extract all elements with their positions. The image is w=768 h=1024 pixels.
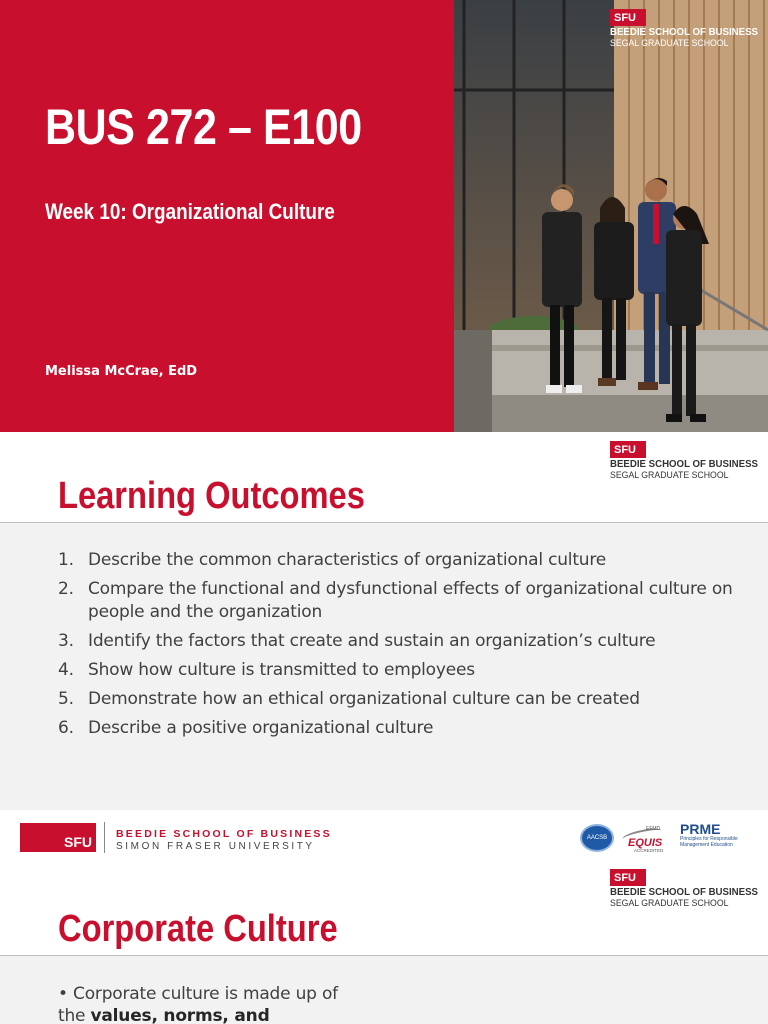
slide-header: [0, 866, 768, 955]
logo-school-name: BEEDIE SCHOOL OF BUSINESS: [610, 886, 758, 898]
item-number: 2.: [58, 579, 74, 599]
item-number: 5.: [58, 689, 74, 709]
equis-text: EQUIS: [628, 837, 663, 849]
slide-footer: [0, 810, 768, 866]
aacsb-badge-icon: AACSB: [580, 824, 614, 852]
footer-divider: [104, 822, 105, 853]
item-number: 4.: [58, 660, 74, 680]
photo-illustration: [454, 0, 768, 432]
item-text: Identify the factors that create and sustain an organization’s culture: [88, 631, 656, 651]
sfu-badge: SFU: [610, 9, 646, 26]
learning-outcomes-slide: [0, 432, 768, 866]
bullet-paragraph: [58, 983, 358, 1024]
corporate-culture-slide: [0, 866, 768, 1024]
slide-header: [0, 432, 768, 522]
list-item: [58, 688, 748, 711]
sfu-logo: [20, 823, 96, 852]
body-text: Corporate culture is made up of the: [58, 984, 338, 1024]
item-text: Describe a positive organizational culture: [88, 718, 434, 738]
item-text: Show how culture is transmitted to employees: [88, 660, 475, 680]
logo-school-name: BEEDIE SCHOOL OF BUSINESS: [610, 458, 758, 470]
outcomes-list: [58, 549, 748, 746]
photo-business-people: [454, 0, 768, 432]
item-number: 6.: [58, 718, 74, 738]
list-item: [58, 659, 748, 682]
item-text: Compare the functional and dysfunctional effects of organizational culture on people and the organization: [88, 579, 733, 622]
prme-subtitle: Principles for Responsible Management Education: [680, 836, 738, 848]
course-title: BUS 272 – E100: [45, 99, 362, 155]
sfu-badge: SFU: [610, 441, 646, 458]
equis-accredited-text: ACCREDITED: [634, 848, 664, 853]
list-item: [58, 717, 748, 740]
header-divider: [0, 955, 768, 956]
footer-school-name: BEEDIE SCHOOL OF BUSINESS: [116, 828, 332, 840]
item-text: Demonstrate how an ethical organizational culture can be created: [88, 689, 640, 709]
list-item: [58, 630, 748, 653]
item-number: 1.: [58, 550, 74, 570]
item-text: Describe the common characteristics of organizational culture: [88, 550, 607, 570]
title-panel: [0, 0, 454, 432]
sfu-badge: SFU: [610, 869, 646, 886]
footer-university-name: SIMON FRASER UNIVERSITY: [116, 841, 315, 852]
logo-school-sub: SEGAL GRADUATE SCHOOL: [610, 38, 729, 49]
logo-school-sub: SEGAL GRADUATE SCHOOL: [610, 470, 729, 481]
sfu-logo-text: SFU: [64, 834, 92, 850]
beedie-logo: [610, 6, 768, 49]
prme-text: PRME: [680, 821, 721, 837]
slide-title: Learning Outcomes: [58, 475, 365, 517]
author-name: Melissa McCrae, EdD: [45, 364, 198, 379]
item-number: 3.: [58, 631, 74, 651]
slide-title: Corporate Culture: [58, 908, 338, 950]
equis-badge-icon: [622, 826, 672, 852]
logo-school-sub: SEGAL GRADUATE SCHOOL: [610, 898, 729, 909]
week-subtitle: Week 10: Organizational Culture: [45, 199, 335, 224]
beedie-logo: [610, 438, 768, 481]
list-item: [58, 578, 748, 624]
prme-badge-icon: [680, 822, 750, 854]
list-item: [58, 549, 748, 572]
beedie-logo: [610, 866, 768, 909]
header-divider: [0, 522, 768, 523]
logo-school-name: BEEDIE SCHOOL OF BUSINESS: [610, 26, 758, 38]
body-bold-text: values, norms, and: [90, 1006, 270, 1024]
equis-top-text: EFMD: [646, 826, 661, 832]
bullet-icon: •: [58, 984, 68, 1004]
title-slide: [0, 0, 768, 432]
